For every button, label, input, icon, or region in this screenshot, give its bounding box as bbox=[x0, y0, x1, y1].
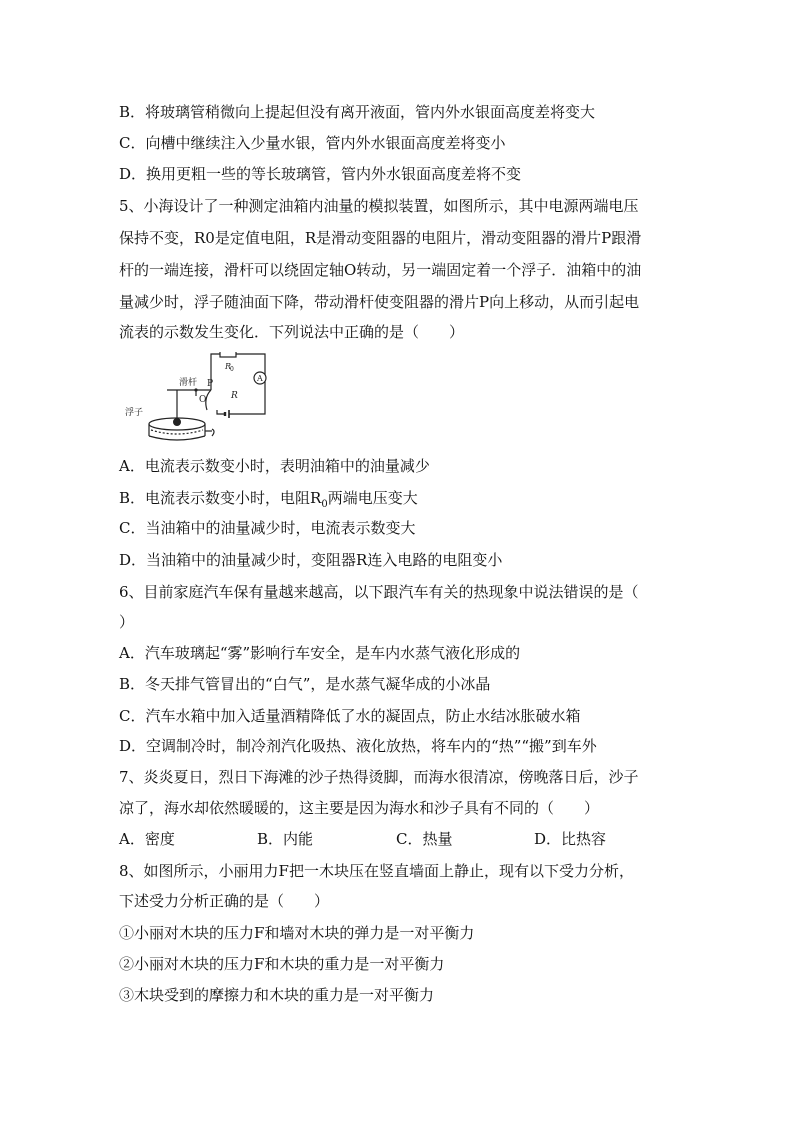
q7-stem-line-1: 7、炎炎夏日，烈日下海滩的沙子热得烫脚，而海水很清凉，傍晚落日后，沙子 bbox=[119, 768, 639, 786]
ammeter-icon: A bbox=[257, 374, 263, 383]
float-icon bbox=[173, 418, 181, 426]
q7-stem-line-2: 凉了，海水却依然暖暖的，这主要是因为海水和沙子具有不同的（ ） bbox=[119, 799, 600, 817]
float-label: 浮子 bbox=[125, 408, 144, 418]
q8-statement-2: ②小丽对木块的压力F和木块的重力是一对平衡力 bbox=[119, 955, 445, 973]
q7-option-b: B．内能 bbox=[257, 830, 314, 848]
q5-stem-line-3: 杆的一端连接，滑杆可以绕固定轴O转动，另一端固定着一个浮子．油箱中的油 bbox=[119, 261, 642, 279]
q7-option-a: A．密度 bbox=[119, 830, 175, 848]
q4-option-d: D．换用更粗一些的等长玻璃管，管内外水银面高度差将不变 bbox=[119, 165, 522, 183]
q5-stem-line-1: 5、小海设计了一种测定油箱内油量的模拟装置，如图所示，其中电源两端电压 bbox=[119, 197, 639, 215]
resistor-r0-label: R bbox=[225, 362, 232, 371]
oil-tank-circuit-diagram bbox=[119, 352, 269, 444]
q6-stem-line-2: ） bbox=[119, 613, 135, 631]
q7-option-c: C．热量 bbox=[396, 830, 453, 848]
q6-option-b: B．冬天排气管冒出的“白气”，是水蒸气凝华成的小冰晶 bbox=[119, 675, 491, 693]
q4-option-b: B．将玻璃管稍微向上提起但没有离开液面，管内外水银面高度差将变大 bbox=[119, 103, 596, 121]
q5-stem-line-2: 保持不变，R0是定值电阻，R是滑动变阻器的电阻片，滑动变阻器的滑片P跟滑 bbox=[119, 229, 642, 247]
resistor-r0-subscript: 0 bbox=[230, 366, 234, 373]
q8-statement-3: ③木块受到的摩擦力和木块的重力是一对平衡力 bbox=[119, 986, 435, 1004]
q5-option-b: B．电流表示数变小时，电阻$R_0$两端电压变大 bbox=[119, 489, 418, 510]
point-o-label: O bbox=[199, 395, 207, 405]
q8-statement-1: ①小丽对木块的压力F和墙对木块的弹力是一对平衡力 bbox=[119, 924, 475, 942]
q5-option-c: C．当油箱中的油量减少时，电流表示数变大 bbox=[119, 519, 416, 537]
q5-option-a: A．电流表示数变小时，表明油箱中的油量减少 bbox=[119, 457, 430, 475]
point-p-label: P bbox=[207, 379, 214, 389]
q5-stem-line-5: 流表的示数发生变化．下列说法中正确的是（ ） bbox=[119, 323, 465, 341]
q8-stem-line-1: 8、如图所示，小丽用力F把一木块压在竖直墙面上静止，现有以下受力分析， bbox=[119, 862, 634, 880]
q5-stem-line-4: 量减少时，浮子随油面下降，带动滑杆使变阻器的滑片P向上移动，从而引起电 bbox=[119, 293, 640, 311]
slider-label: 滑杆 bbox=[179, 378, 198, 388]
q4-option-c: C．向槽中继续注入少量水银，管内外水银面高度差将变小 bbox=[119, 134, 506, 152]
q8-stem-line-2: 下述受力分析正确的是（ ） bbox=[119, 892, 330, 910]
q6-option-a: A．汽车玻璃起“雾”影响行车安全，是车内水蒸气液化形成的 bbox=[119, 644, 521, 662]
q6-option-c: C．汽车水箱中加入适量酒精降低了水的凝固点，防止水结冰胀破水箱 bbox=[119, 707, 581, 725]
q7-option-d: D．比热容 bbox=[534, 830, 607, 848]
rheostat-r-label: R bbox=[231, 391, 238, 401]
q6-option-d: D．空调制冷时，制冷剂汽化吸热、液化放热，将车内的“热”“搬”到车外 bbox=[119, 737, 597, 755]
q5-option-d: D．当油箱中的油量减少时，变阻器R连入电路的电阻变小 bbox=[119, 551, 503, 569]
q6-stem-line-1: 6、目前家庭汽车保有量越来越高，以下跟汽车有关的热现象中说法错误的是（ bbox=[119, 583, 639, 601]
